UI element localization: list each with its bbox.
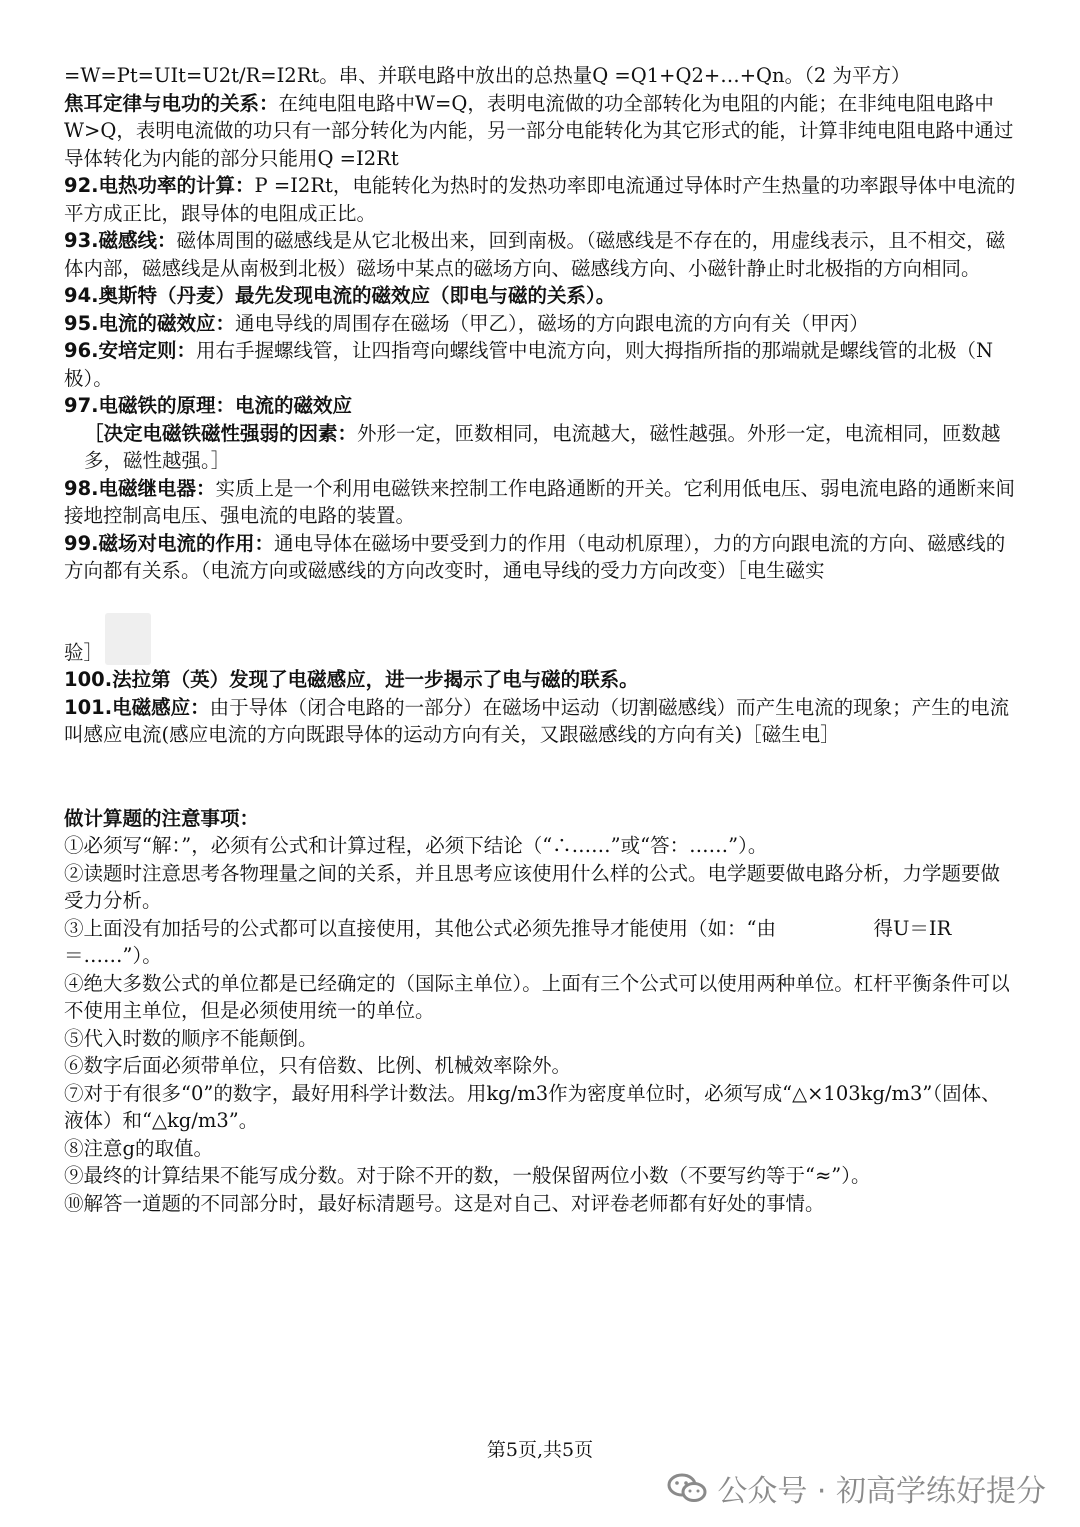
text-line: =W=Pt=UIt=U2t/R=I2Rt。串、并联电路中放出的总热量Q =Q1+Q2+…+Qn。（2 为平方） — [64, 64, 911, 87]
term-text: 由于导体（闭合电路的一部分）在磁场中运动（切割磁感线）而产生电流的现象；产生的电流叫感应电流(感应电流的方向既跟导体的运动方向有关，又跟磁感线的方向有关)［磁生电］ — [64, 695, 1010, 746]
item-100: 100.法拉第（英）发现了电磁感应，进一步揭示了电与磁的联系。 — [64, 668, 639, 691]
item-99 — [64, 530, 1016, 585]
note-item: ③上面没有加括号的公式都可以直接使用，其他公式必须先推导才能使用（如：“由 得U＝IR＝……”）。 — [64, 916, 952, 967]
watermark-text: 公众号 · 初高学练好提分 — [717, 1474, 1046, 1509]
item-95 — [64, 310, 1016, 338]
term-text: 通电导体在磁场中要受到力的作用（电动机原理），力的方向跟电流的方向、磁感线的方向都有关系。（电流方向或磁感线的方向改变时，通电导线的受力方向改变）［电生磁实 — [64, 531, 1006, 582]
term-text: 磁体周围的磁感线是从它北极出来，回到南极。（磁感线是不存在的，用虚线表示，且不相交，磁体内部，磁感线是从南极到北极）磁场中某点的磁场方向、磁感线方向、小磁针静止时北极指的方向相同。 — [64, 229, 1006, 280]
paragraph-joule-relation — [64, 90, 1016, 173]
note-item: ⑨最终的计算结果不能写成分数。对于除不开的数，一般保留两位小数（不要写约等于“≈”）。 — [64, 1164, 871, 1187]
note-item: ⑧注意g的取值。 — [64, 1136, 213, 1160]
term-heading: 98.电磁继电器： — [64, 476, 216, 500]
term-heading: 96.安培定则： — [64, 339, 197, 362]
wechat-icon — [667, 1473, 707, 1503]
redacted-box — [105, 613, 151, 665]
item-101 — [64, 694, 1016, 749]
item-97-factors — [64, 420, 1016, 475]
item-98 — [64, 475, 1016, 530]
term-heading: ［决定电磁铁磁性强弱的因素： — [84, 421, 358, 445]
item-97: 97.电磁铁的原理：电流的磁效应 — [64, 394, 353, 417]
item-96 — [64, 337, 1016, 392]
section-spacer — [64, 749, 1016, 805]
page-number: 第5页,共5页 — [486, 1439, 594, 1461]
term-text: P =I2Rt，电能转化为热时的发热功率即电流通过导体时产生热量的功率跟导体中电流的平方成正比，跟导体的电阻成正比。 — [64, 174, 1016, 225]
term-heading: 92.电热功率的计算： — [64, 174, 255, 197]
term-heading: 93.磁感线： — [64, 229, 177, 252]
term-text: 实质上是一个利用电磁铁来控制工作电路通断的开关。它利用低电压、弱电流电路的通断来间接地控制高电压、强电流的电路的装置。 — [64, 476, 1016, 527]
term-heading: 99.磁场对电流的作用： — [64, 531, 275, 555]
term-text: 在纯电阻电路中W=Q，表明电流做的功全部转化为电阻的内能；在非纯电阻电路中W>Q，表明电流做的功只有一部分转化为内能，另一部分电能转化为其它形式的能，计算非纯电阻电路中通过导体转化为内能的部分只能用Q =I2Rt — [64, 91, 1014, 170]
term-text: 外形一定，匝数相同，电流越大，磁性越强。外形一定，电流相同，匝数越多，磁性越强。］ — [84, 421, 1001, 472]
notes-title: 做计算题的注意事项： — [64, 806, 260, 830]
term-heading: 101.电磁感应： — [64, 695, 210, 719]
term-text: 通电导线的周围存在磁场（甲乙），磁场的方向跟电流的方向有关（甲丙） — [235, 311, 869, 335]
item-94: 94.奥斯特（丹麦）最先发现电流的磁效应（即电与磁的关系）。 — [64, 284, 616, 307]
note-item: ⑦对于有很多“0”的数字，最好用科学计数法。用kg/m3作为密度单位时，必须写成“△×103kg/m3”（固体、液体）和“△kg/m3”。 — [64, 1081, 1001, 1132]
note-item: ⑤代入时数的顺序不能颠倒。 — [64, 1026, 318, 1050]
item-99-end — [64, 613, 1016, 667]
note-item: ②读题时注意思考各物理量之间的关系，并且思考应该使用什么样的公式。电学题要做电路分析，力学题要做受力分析。 — [64, 861, 1001, 912]
item-92 — [64, 172, 1016, 227]
note-item: ⑥数字后面必须带单位，只有倍数、比例、机械效率除外。 — [64, 1054, 572, 1077]
term-text: 验］ — [64, 640, 104, 664]
note-item: ④绝大多数公式的单位都是已经确定的（国际主单位）。上面有三个公式可以使用两种单位。杠杆平衡条件可以不使用主单位，但是必须使用统一的单位。 — [64, 971, 1010, 1022]
item-93 — [64, 227, 1016, 282]
document-body — [64, 62, 1016, 1217]
note-item: ⑩解答一道题的不同部分时，最好标清题号。这是对自己、对评卷老师都有好处的事情。 — [64, 1191, 825, 1215]
term-heading: 95.电流的磁效应： — [64, 311, 236, 335]
term-text: 用右手握螺线管，让四指弯向螺线管中电流方向，则大拇指所指的那端就是螺线管的北极（N极）。 — [64, 339, 994, 390]
term-heading: 焦耳定律与电功的关系： — [64, 91, 279, 115]
note-item: ①必须写“解：”，必须有公式和计算过程，必须下结论（“∴……”或“答：……”）。 — [64, 834, 768, 857]
watermark — [667, 1466, 1046, 1510]
